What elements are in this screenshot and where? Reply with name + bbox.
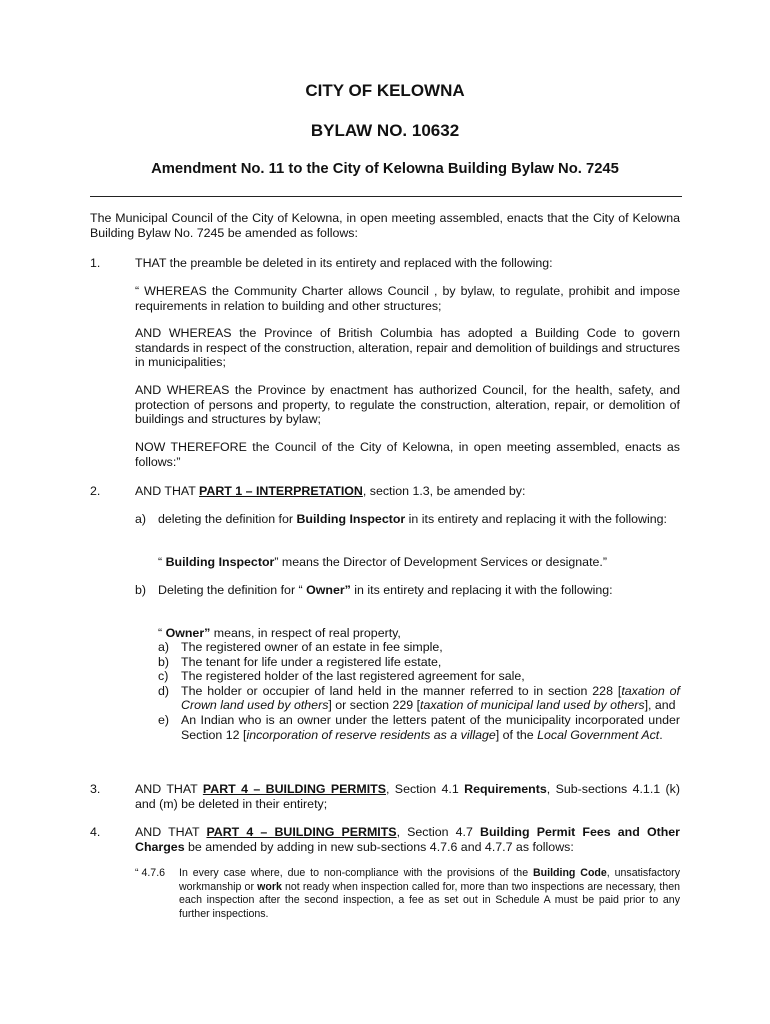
- sub-476-text-1: In every case where, due to non-compliance with the provisions of the: [179, 867, 534, 879]
- list-item: [158, 640, 680, 655]
- owner-definition-list: [158, 640, 680, 742]
- list-item: [158, 684, 680, 713]
- section-3-part-heading: PART 4 – BUILDING PERMITS: [202, 782, 386, 796]
- preamble-whereas-1-lead: “ WHEREAS: [135, 284, 207, 298]
- item-d-text-3: ], and: [644, 698, 676, 713]
- section-2a-label: a): [135, 512, 147, 526]
- section-2-part-heading: PART 1 – INTERPRETATION: [199, 484, 363, 498]
- item-e-italic-1: incorporation of reserve residents as a village: [246, 727, 496, 742]
- section-2b-post: in its entirety and replacing it with the following:: [350, 583, 613, 597]
- section-3-number: 3.: [90, 782, 101, 796]
- def2-open: “: [158, 626, 166, 640]
- item-d-text-1: The holder or occupier of land held in the manner referred to in section 228 [: [181, 683, 622, 698]
- section-2a-term: Building Inspector: [296, 512, 406, 526]
- def1-rest: ” means the Director of Development Services or designate.”: [274, 555, 607, 569]
- list-item-text: The registered owner of an estate in fee simple,: [181, 640, 443, 654]
- definition-owner: [158, 626, 680, 641]
- subsection-4-7-6: [135, 867, 680, 921]
- section-3-term: Requirements: [464, 782, 547, 796]
- list-item: [158, 713, 680, 742]
- item-d-italic-2: taxation of municipal land used by others: [420, 698, 645, 713]
- preamble-now-therefore: NOW THEREFORE the Council of the City of Kelowna, in open meeting assembled, enacts as follows:”: [135, 440, 680, 469]
- bylaw-number: BYLAW NO. 10632: [310, 121, 460, 140]
- subsection-4-7-6-text: [179, 867, 680, 921]
- section-4-text: [135, 825, 680, 854]
- sub-476-bold-2: work: [257, 880, 282, 893]
- section-2a: [135, 512, 680, 527]
- list-item: [158, 669, 680, 684]
- preamble-whereas-1-text: the Community Charter allows Council , by bylaw, to regulate, prohibit and impose requirements in relation to building and other structures;: [135, 284, 680, 313]
- def2-term: Owner”: [165, 626, 211, 640]
- item-d-italic-1: taxation of Crown land used by others: [181, 683, 680, 713]
- list-item-text: The registered holder of the last registered agreement for sale,: [181, 669, 525, 684]
- section-2b: [135, 583, 680, 598]
- def1-term: Building Inspector: [165, 555, 275, 569]
- item-e-text-2: ] of the: [495, 727, 538, 742]
- section-2a-post: in its entirety and replacing it with the following:: [405, 512, 667, 526]
- subsection-4-7-6-label: “ 4.7.6: [135, 867, 166, 879]
- sub-476-bold-1: Building Code: [533, 867, 607, 879]
- preamble-whereas-2: [135, 326, 680, 370]
- section-4-number: 4.: [90, 825, 101, 839]
- definition-building-inspector: [158, 555, 680, 570]
- item-d-text-2: ] or section 229 [: [328, 698, 421, 713]
- list-item-text: The tenant for life under a registered life estate,: [181, 654, 442, 669]
- city-title: CITY OF KELOWNA: [305, 81, 465, 100]
- section-2-tail: , section 1.3, be amended by:: [362, 484, 526, 498]
- section-4-part-heading: PART 4 – BUILDING PERMITS: [206, 825, 397, 839]
- list-item-label: b): [158, 654, 170, 669]
- item-e-italic-2: Local Government Act: [537, 727, 660, 742]
- preamble-whereas-2-text: the Province of British Columbia has adopted a Building Code to govern standards in respect of the construction, alteration, repair and demolition of buildings and structures in municipalities;: [135, 326, 680, 370]
- sub-476-text-3: not ready when inspection called for, more than two inspections are necessary, then each inspection after the second inspection, a fee as set out in Schedule A must be paid prior to any further inspections.: [179, 880, 680, 920]
- def2-rest: means, in respect of real property,: [210, 626, 401, 640]
- section-4-term: Building Permit Fees and Other Charges: [135, 825, 681, 854]
- preamble-whereas-2-lead: AND WHEREAS: [135, 326, 232, 340]
- title-divider: [90, 196, 682, 197]
- list-item: [158, 655, 680, 670]
- item-e-text-3: .: [659, 727, 663, 742]
- section-3-mid: , Section 4.1: [385, 782, 465, 796]
- section-1-text: THAT the preamble be deleted in its entirety and replaced with the following:: [135, 256, 553, 270]
- intro-paragraph: The Municipal Council of the City of Kelowna, in open meeting assembled, enacts that the City of Kelowna Building Bylaw No. 7245 be amended as follows:: [90, 211, 680, 240]
- section-4-lead: AND THAT: [135, 825, 207, 839]
- section-2a-text: [158, 512, 680, 527]
- preamble-whereas-1: [135, 284, 680, 313]
- bylaw-subtitle: Amendment No. 11 to the City of Kelowna Building Bylaw No. 7245: [151, 161, 619, 177]
- list-item-label: d): [158, 683, 170, 698]
- list-item-label: a): [158, 640, 170, 654]
- item-e-text-1: An Indian who is an owner under the letters patent of the municipality incorporated under Section 12 [: [181, 712, 680, 742]
- section-2-number: 2.: [90, 484, 101, 498]
- section-3-text: [135, 782, 680, 811]
- list-item-label: e): [158, 712, 170, 727]
- section-4-mid: , Section 4.7: [396, 825, 480, 839]
- section-2-text: [135, 484, 680, 499]
- section-3-tail: , Sub-sections 4.1.1 (k) and (m) be deleted in their entirety;: [135, 782, 680, 811]
- section-2b-pre: Deleting the definition for “: [158, 583, 307, 597]
- section-2b-text: [158, 583, 680, 598]
- section-3-lead: AND THAT: [135, 782, 203, 796]
- section-2b-label: b): [135, 583, 147, 597]
- preamble-whereas-3: AND WHEREAS the Province by enactment has authorized Council, for the health, safety, and protection of persons and property, to regulate the construction, alteration, repair, or demolition of buildings and structures by bylaw;: [135, 383, 680, 427]
- section-2-lead: AND THAT: [135, 484, 200, 498]
- sub-476-text-2: , unsatisfactory workmanship or: [179, 867, 680, 893]
- section-1-number: 1.: [90, 256, 101, 270]
- list-item-label: c): [158, 669, 169, 684]
- section-2b-term: Owner”: [306, 583, 351, 597]
- section-2a-pre: deleting the definition for: [158, 512, 297, 526]
- section-4-tail: be amended by adding in new sub-sections 4.7.6 and 4.7.7 as follows:: [184, 839, 574, 854]
- def1-open: “: [158, 555, 166, 569]
